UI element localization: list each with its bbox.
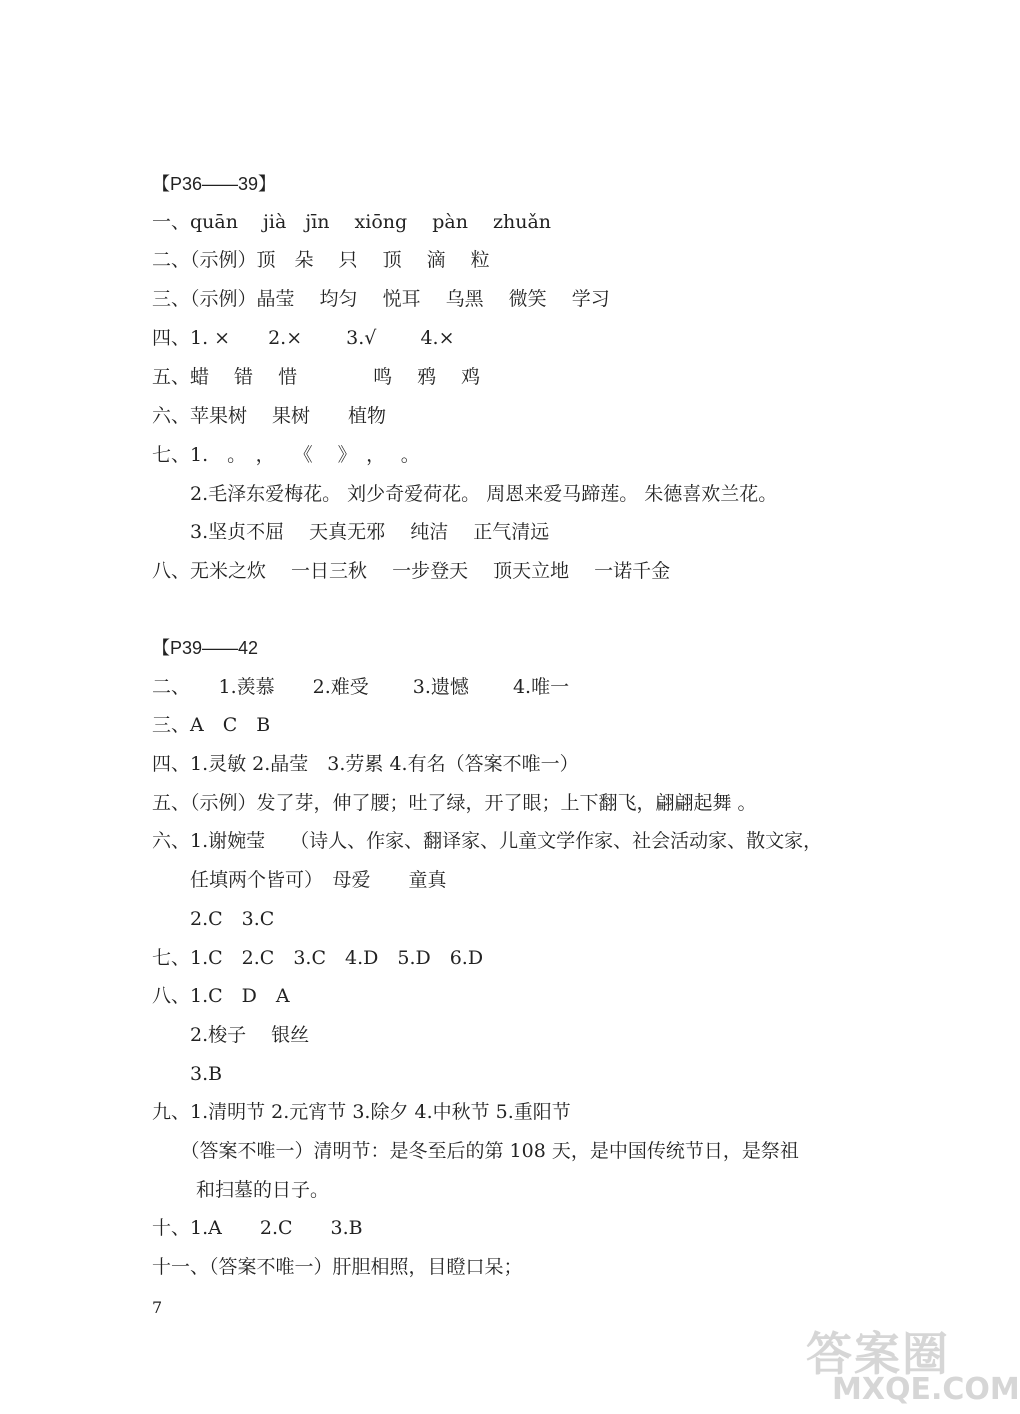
answer-line: 2.C 3.C bbox=[152, 908, 275, 930]
answer-line: 四、1.灵敏 2.晶莹 3.劳累 4.有名（答案不唯一） bbox=[152, 753, 579, 775]
answer-line: （答案不唯一）清明节：是冬至后的第 108 天，是中国传统节日，是祭祖 bbox=[152, 1140, 799, 1162]
answer-line: 九、1.清明节 2.元宵节 3.除夕 4.中秋节 5.重阳节 bbox=[152, 1101, 571, 1123]
answer-line: 五、（示例）发了芽，伸了腰；吐了绿，开了眼；上下翻飞，翩翩起舞 。 bbox=[152, 792, 757, 814]
answer-line: 六、苹果树 果树 植物 bbox=[152, 405, 387, 427]
watermark-site: MXQE.COM bbox=[832, 1372, 1020, 1407]
answer-line: 十、1.A 2.C 3.B bbox=[152, 1217, 363, 1239]
answer-line: 和扫墓的日子。 bbox=[152, 1179, 330, 1201]
answer-line: 二、（示例）顶 朵 只 顶 滴 粒 bbox=[152, 249, 490, 271]
answer-line: 3.B bbox=[152, 1063, 223, 1085]
watermark-main: 答案圈 bbox=[806, 1327, 950, 1381]
answer-line: 八、无米之炊 一日三秋 一步登天 顶天立地 一诺千金 bbox=[152, 560, 671, 582]
answer-line: 三、A C B bbox=[152, 714, 271, 736]
section-header: 【P39——42 bbox=[152, 638, 259, 658]
answer-line: 七、1. 。 ， 《 》 ， 。 bbox=[152, 444, 420, 466]
answer-line: 一、quān jià jīn xiōng pàn zhuǎn bbox=[152, 211, 552, 233]
answer-line: 五、蜡 错 惜 鸣 鸦 鸡 bbox=[152, 366, 481, 388]
answer-line: 四、1. × 2.× 3.√ 4.× bbox=[152, 327, 455, 349]
page-number: 7 bbox=[152, 1298, 163, 1317]
answer-line: 3.坚贞不屈 天真无邪 纯洁 正气清远 bbox=[152, 521, 550, 543]
section-header: 【P36——39】 bbox=[152, 174, 277, 194]
answer-line: 七、1.C 2.C 3.C 4.D 5.D 6.D bbox=[152, 947, 484, 969]
answer-line: 2.毛泽东爱梅花。 刘少奇爱荷花。 周恩来爱马蹄莲。 朱德喜欢兰花。 bbox=[152, 483, 778, 505]
answer-line: 十一、（答案不唯一）肝胆相照，目瞪口呆； bbox=[152, 1256, 523, 1278]
answer-line: 任填两个皆可） 母爱 童真 bbox=[152, 869, 447, 891]
answer-line: 三、（示例）晶莹 均匀 悦耳 乌黑 微笑 学习 bbox=[152, 288, 610, 310]
watermark-logo bbox=[792, 1318, 1020, 1408]
answer-line: 八、1.C D A bbox=[152, 985, 290, 1007]
answer-line: 六、1.谢婉莹 （诗人、作家、翻译家、儿童文学作家、社会活动家、散文家， bbox=[152, 830, 823, 852]
answer-line: 2.梭子 银丝 bbox=[152, 1024, 310, 1046]
answer-line: 二、 1.羡慕 2.难受 3.遗憾 4.唯一 bbox=[152, 676, 570, 698]
